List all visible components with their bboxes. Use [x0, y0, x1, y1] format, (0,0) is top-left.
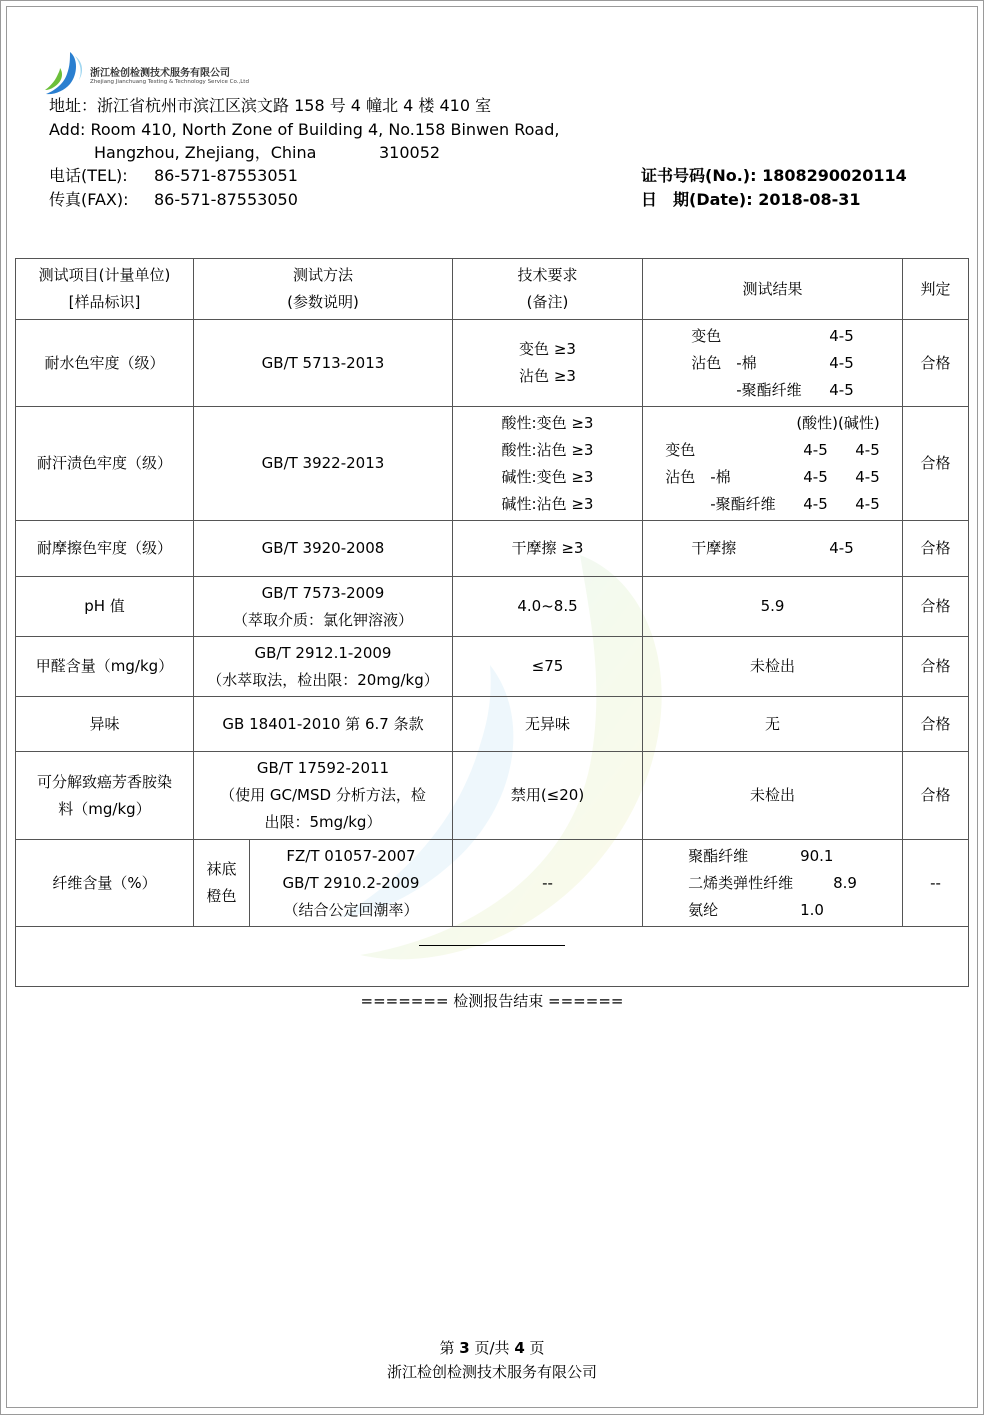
requirement-cell: 4.0~8.5	[453, 577, 643, 637]
requirement-cell: 变色 ≥3 沾色 ≥3	[453, 320, 643, 407]
address-en-line2: Hangzhou, Zhejiang，China	[94, 143, 317, 162]
fax-label: 传真(FAX):	[49, 190, 129, 209]
item-cell: 异味	[16, 697, 194, 752]
verdict-cell: 合格	[903, 407, 969, 521]
sample-cell: 袜底 橙色	[194, 840, 250, 927]
date-label: 日 期(Date):	[641, 190, 753, 209]
requirement-cell: ≤75	[453, 637, 643, 697]
item-cell: 甲醛含量（mg/kg）	[16, 637, 194, 697]
table-end-row	[16, 927, 969, 987]
date-value: 2018-08-31	[758, 190, 861, 209]
method-cell: GB 18401-2010 第 6.7 条款	[194, 697, 453, 752]
method-cell: GB/T 7573-2009 （萃取介质：氯化钾溶液）	[194, 577, 453, 637]
fax-number: 86-571-87553050	[154, 190, 298, 209]
total-pages: 4	[514, 1339, 525, 1357]
item-cell: 耐摩擦色牢度（级）	[16, 521, 194, 577]
verdict-cell: 合格	[903, 752, 969, 840]
company-name-en: Zhejiang Jianchuang Testing & Technology Service Co.,Ltd	[90, 79, 249, 85]
verdict-cell: --	[903, 840, 969, 927]
current-page: 3	[459, 1339, 470, 1357]
cert-number: 1808290020114	[762, 166, 907, 185]
requirement-cell: 干摩擦 ≥3	[453, 521, 643, 577]
header-verdict: 判定	[903, 259, 969, 320]
method-cell: GB/T 5713-2013	[194, 320, 453, 407]
table-row	[16, 697, 969, 752]
postcode: 310052	[379, 143, 441, 162]
table-row	[16, 577, 969, 637]
header-result: 测试结果	[643, 259, 903, 320]
table-row	[16, 637, 969, 697]
result-cell: 变色 4-5 沾色 -棉 4-5 -聚酯纤维 4-5	[643, 320, 903, 407]
table-header-row	[16, 259, 969, 320]
result-cell: 干摩擦 4-5	[643, 521, 903, 577]
requirement-cell: 禁用(≤20)	[453, 752, 643, 840]
header-requirement: 技术要求 (备注)	[453, 259, 643, 320]
verdict-cell: 合格	[903, 637, 969, 697]
method-cell: GB/T 17592-2011 （使用 GC/MSD 分析方法，检 出限：5mg/kg）	[194, 752, 453, 840]
table-row	[16, 320, 969, 407]
address-cn: 地址：浙江省杭州市滨江区滨文路 158 号 4 幢北 4 楼 410 室	[49, 96, 492, 115]
table-row	[16, 521, 969, 577]
company-logo	[44, 50, 88, 96]
result-cell: (酸性)(碱性) 变色 4-5 4-5 沾色 -棉 4-5 4-5 -聚酯纤维 4-5 4-5	[643, 407, 903, 521]
verdict-cell: 合格	[903, 521, 969, 577]
results-table	[15, 258, 969, 987]
result-cell: 5.9	[643, 577, 903, 637]
method-cell: FZ/T 01057-2007 GB/T 2910.2-2009 （结合公定回潮率）	[250, 840, 453, 927]
cert-label: 证书号码(No.):	[641, 166, 757, 185]
verdict-cell: 合格	[903, 320, 969, 407]
verdict-cell: 合格	[903, 577, 969, 637]
footer-company: 浙江检创检测技术服务有限公司	[386, 1363, 597, 1381]
item-cell: 可分解致癌芳香胺染 料（mg/kg）	[16, 752, 194, 840]
page-number: 第 3 页/共 4 页	[439, 1339, 545, 1357]
end-underline	[419, 945, 565, 946]
tel-number: 86-571-87553051	[154, 166, 298, 185]
table-row	[16, 407, 969, 521]
result-cell: 聚酯纤维 90.1 二烯类弹性纤维 8.9 氨纶 1.0	[643, 840, 903, 927]
tel-label: 电话(TEL):	[49, 166, 128, 185]
header-item: 测试项目(计量单位) [样品标识]	[16, 259, 194, 320]
method-cell: GB/T 2912.1-2009 （水萃取法，检出限：20mg/kg）	[194, 637, 453, 697]
result-cell: 未检出	[643, 637, 903, 697]
requirement-cell: 酸性:变色 ≥3 酸性:沾色 ≥3 碱性:变色 ≥3 碱性:沾色 ≥3	[453, 407, 643, 521]
method-cell: GB/T 3922-2013	[194, 407, 453, 521]
report-date	[641, 190, 861, 210]
item-cell: 耐汗渍色牢度（级）	[16, 407, 194, 521]
header-method: 测试方法 (参数说明)	[194, 259, 453, 320]
item-cell: 纤维含量（%）	[16, 840, 194, 927]
requirement-cell: 无异味	[453, 697, 643, 752]
result-cell: 无	[643, 697, 903, 752]
table-row	[16, 840, 969, 927]
item-cell: pH 值	[16, 577, 194, 637]
report-end-text: ======= 检测报告结束 ======	[360, 992, 624, 1010]
cert-no	[641, 166, 907, 186]
requirement-cell: --	[453, 840, 643, 927]
verdict-cell: 合格	[903, 697, 969, 752]
item-cell: 耐水色牢度（级）	[16, 320, 194, 407]
table-row	[16, 752, 969, 840]
method-cell: GB/T 3920-2008	[194, 521, 453, 577]
result-cell: 未检出	[643, 752, 903, 840]
address-en-line1: Add: Room 410, North Zone of Building 4, No.158 Binwen Road,	[49, 120, 560, 139]
company-name-cn: 浙江检创检测技术服务有限公司	[90, 68, 230, 79]
